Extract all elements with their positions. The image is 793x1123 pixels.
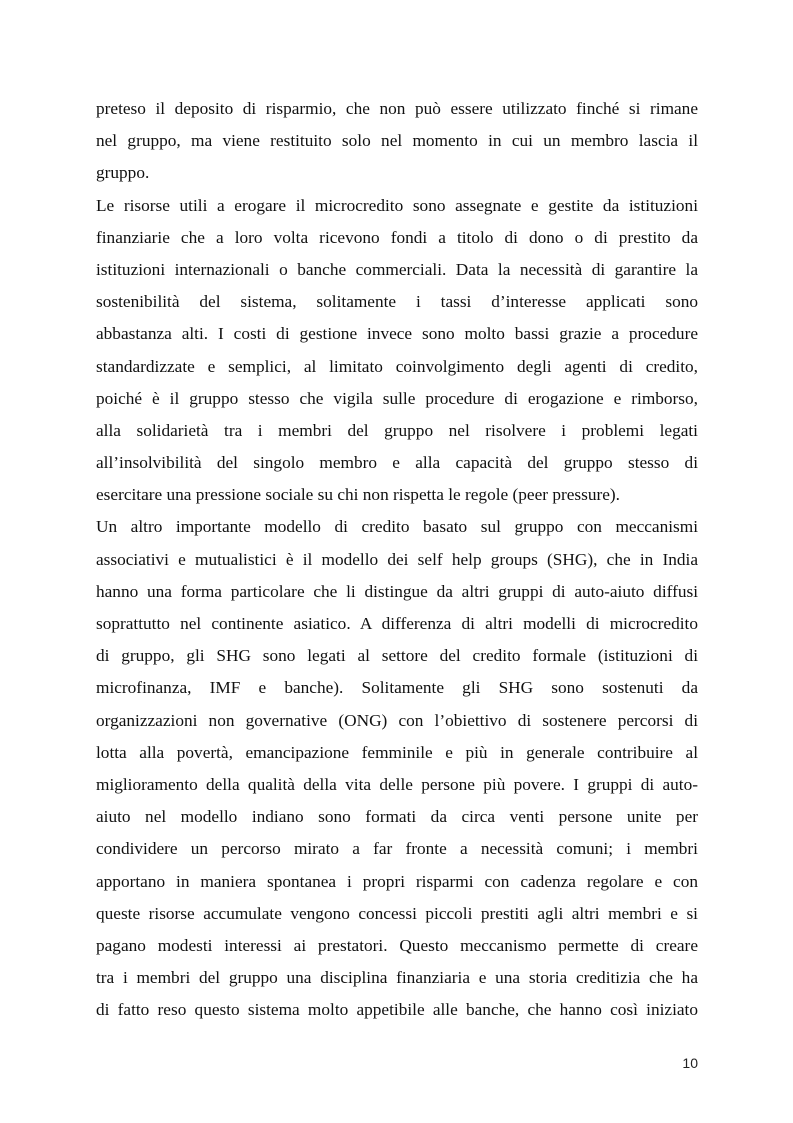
text-line: all’insolvibilità del singolo membro e alla capacità del gruppo stesso di: [96, 453, 698, 473]
body-text: [96, 93, 698, 1026]
text-line: standardizzate e semplici, al limitato coinvolgimento degli agenti di credito,: [96, 356, 698, 376]
text-line: preteso il deposito di risparmio, che non può essere utilizzato finché si rimane: [96, 99, 698, 118]
text-line: Un altro importante modello di credito basato sul gruppo con meccanismi: [96, 517, 698, 537]
text-line: poiché è il gruppo stesso che vigila sulle procedure di erogazione e rimborso,: [96, 388, 698, 408]
text-line: istituzioni internazionali o banche commerciali. Data la necessità di garantire la: [96, 259, 698, 279]
text-line: hanno una forma particolare che li distingue da altri gruppi di auto-aiuto diffusi: [96, 581, 698, 601]
text-line: organizzazioni non governative (ONG) con l’obiettivo di sostenere percorsi di: [96, 710, 698, 730]
text-line: miglioramento della qualità della vita delle persone più povere. I gruppi di auto-: [96, 774, 698, 794]
text-line: lotta alla povertà, emancipazione femminile e più in generale contribuire al: [96, 742, 698, 762]
text-line: di gruppo, gli SHG sono legati al settore del credito formale (istituzioni di: [96, 646, 698, 666]
text-line: abbastanza alti. I costi di gestione invece sono molto bassi grazie a procedure: [96, 324, 698, 344]
text-line: esercitare una pressione sociale su chi non rispetta le regole (peer pressure).: [96, 485, 620, 505]
text-line: sostenibilità del sistema, solitamente i tassi d’interesse applicati sono: [96, 292, 698, 312]
text-line: pagano modesti interessi ai prestatori. Questo meccanismo permette di creare: [96, 935, 698, 955]
text-line: aiuto nel modello indiano sono formati da circa venti persone unite per: [96, 807, 698, 827]
text-line: alla solidarietà tra i membri del gruppo nel risolvere i problemi legati: [96, 420, 698, 440]
text-line: nel gruppo, ma viene restituito solo nel momento in cui un membro lascia il: [96, 131, 698, 151]
text-line: apportano in maniera spontanea i propri risparmi con cadenza regolare e con: [96, 871, 698, 891]
text-line: di fatto reso questo sistema molto appetibile alle banche, che hanno così iniziato: [96, 1000, 698, 1020]
text-line: tra i membri del gruppo una disciplina finanziaria e una storia creditizia che ha: [96, 968, 698, 988]
text-line: microfinanza, IMF e banche). Solitamente gli SHG sono sostenuti da: [96, 678, 698, 698]
text-line: soprattutto nel continente asiatico. A differenza di altri modelli di microcredito: [96, 614, 698, 633]
text-line: associativi e mutualistici è il modello dei self help groups (SHG), che in India: [96, 549, 698, 569]
text-line: queste risorse accumulate vengono concessi piccoli prestiti agli altri membri e si: [96, 903, 698, 923]
text-line: condividere un percorso mirato a far fronte a necessità comuni; i membri: [96, 839, 698, 859]
text-line: Le risorse utili a erogare il microcredito sono assegnate e gestite da istituzioni: [96, 195, 698, 215]
page-number: 10: [682, 1055, 698, 1071]
text-line: gruppo.: [96, 163, 150, 183]
text-line: finanziarie che a loro volta ricevono fondi a titolo di dono o di prestito da: [96, 227, 698, 247]
